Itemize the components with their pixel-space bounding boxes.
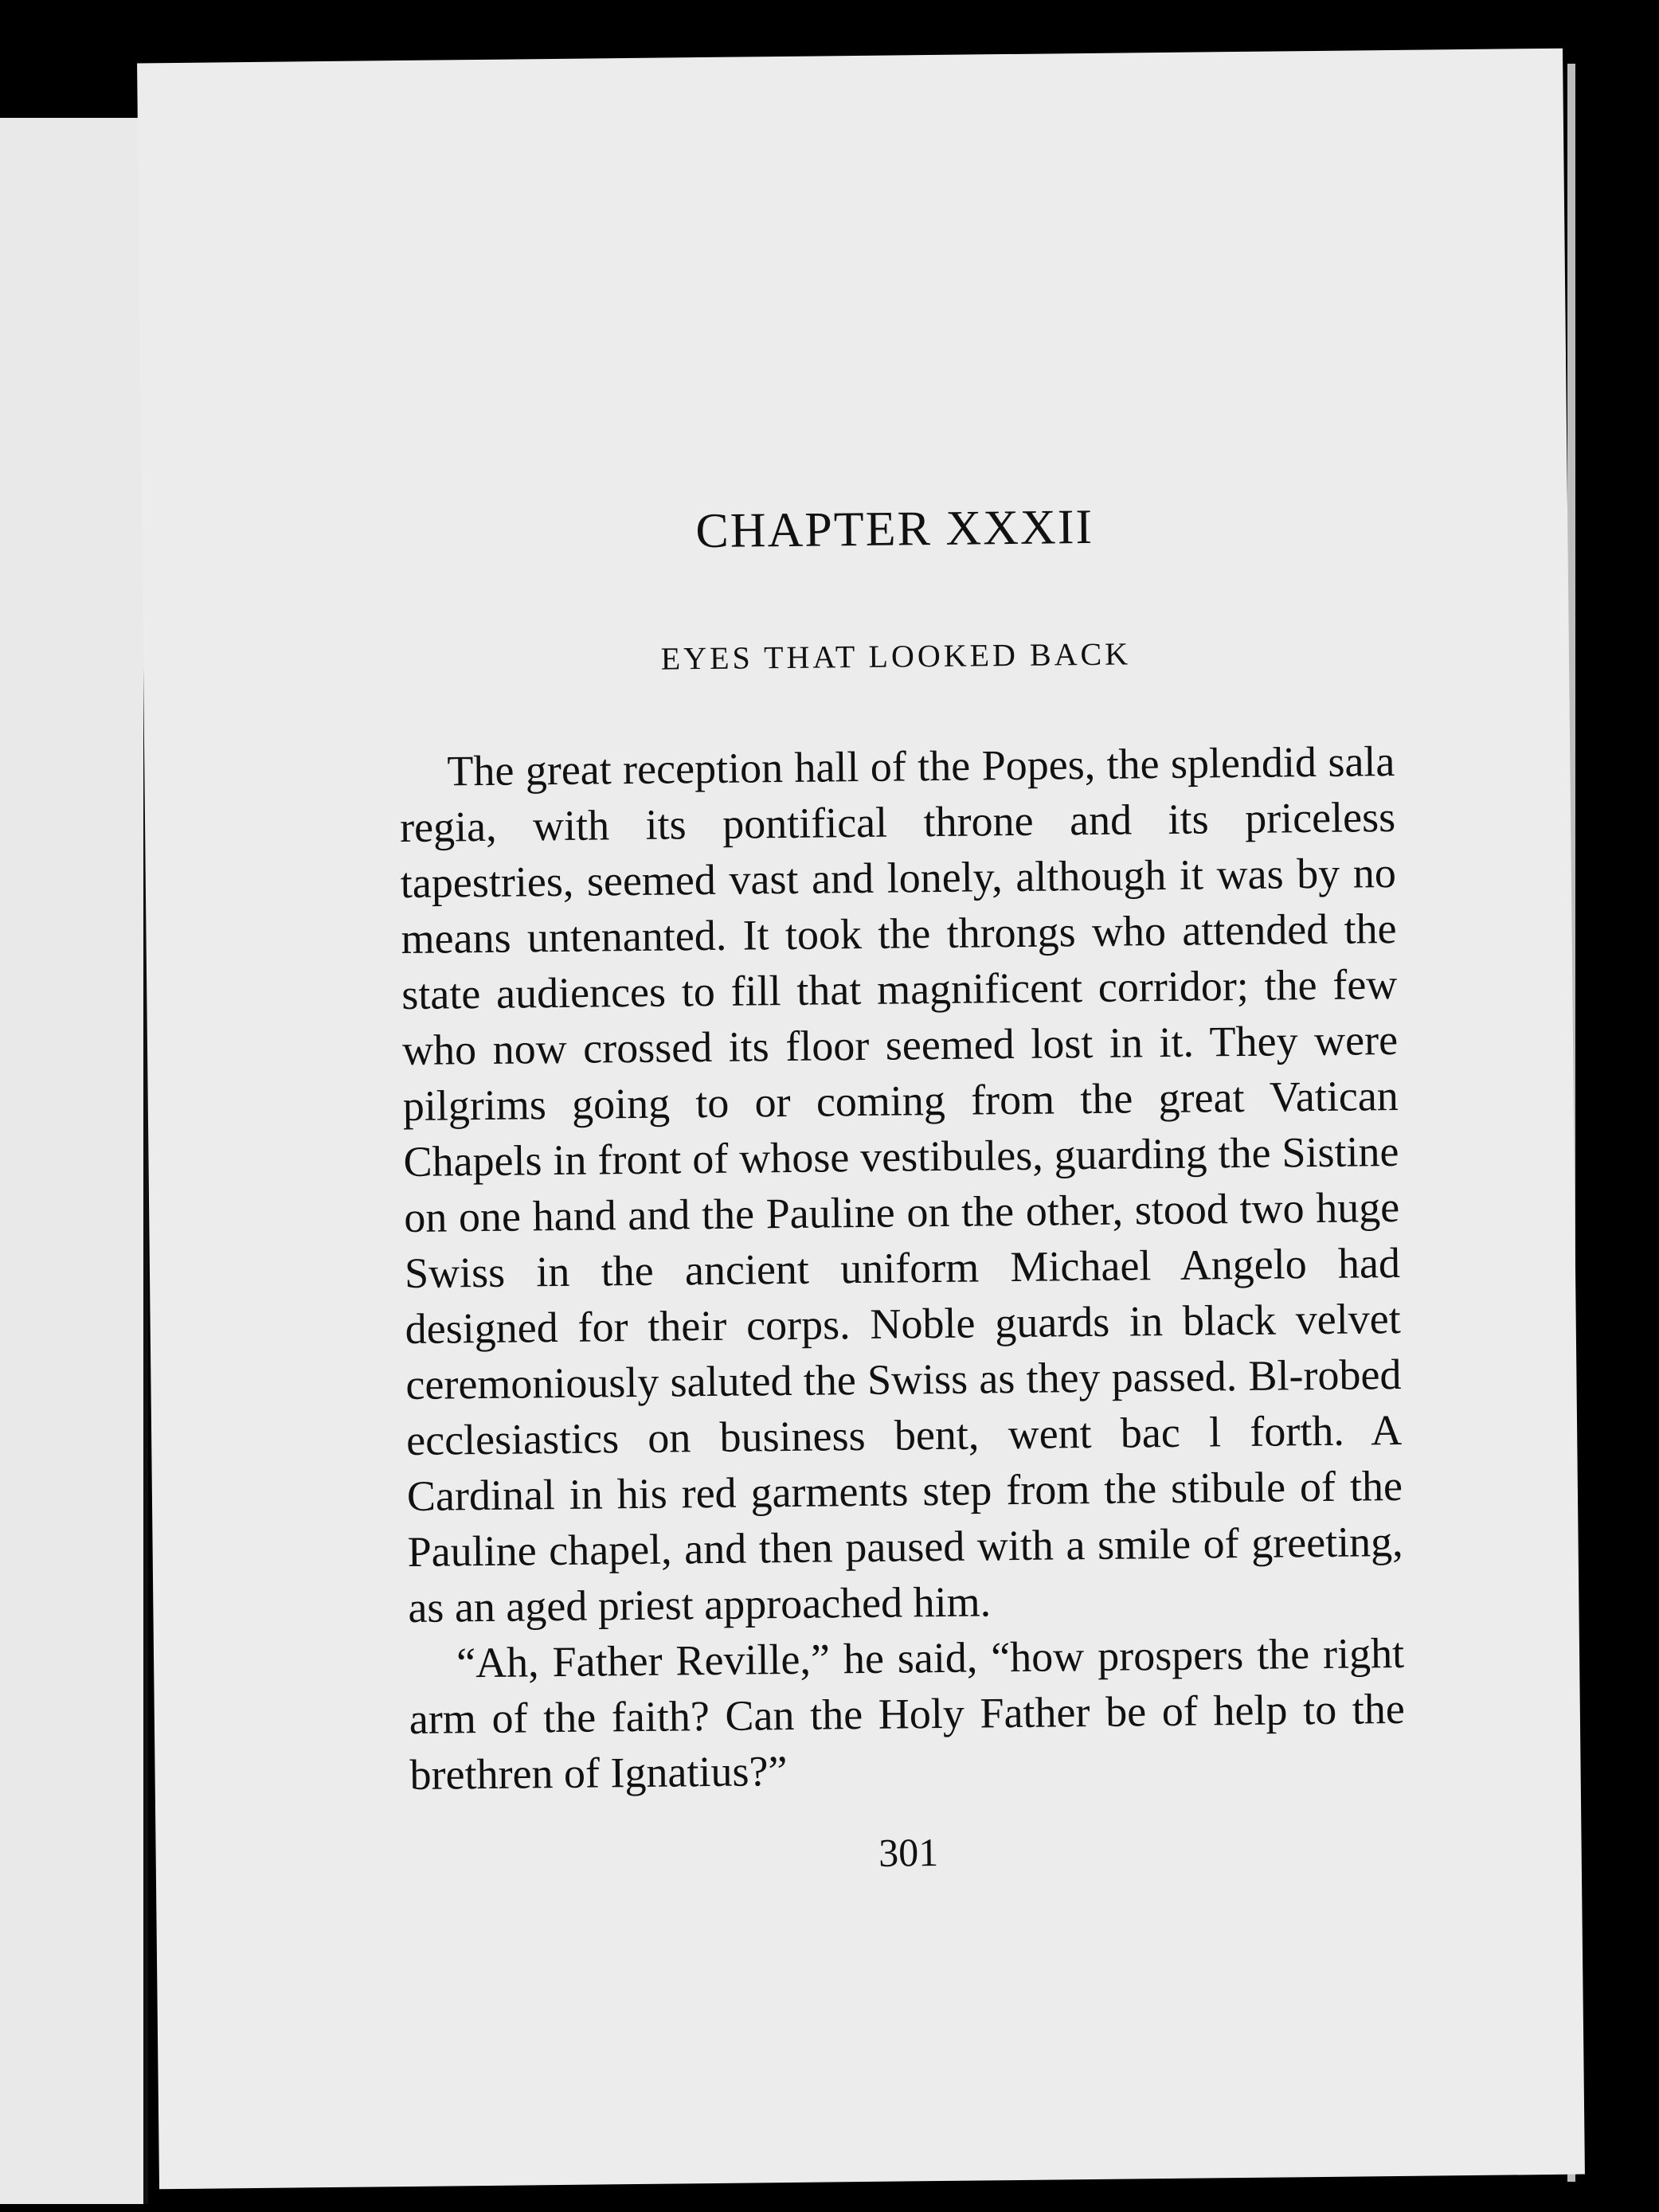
left-page xyxy=(0,118,145,2204)
page-text-block xyxy=(397,496,1407,1881)
book-page xyxy=(137,49,1585,2190)
paragraph-1: The great reception hall of the Popes, the splendid sala regia, with its pontifical throne and its priceless tapestries, seemed vast and lonely, although it was by no means untenanted. It took the throngs who attended the state audiences to fill that magnificent corridor; the few who now crossed its floor seemed lost in it. They were pilgrims going to or coming from the great Vatican Chapels in front of whose vestibules, guarding the Sistine on one hand and the Pauline on the other, stood two huge Swiss in the ancient uniform Michael Angelo had designed for their corps. Noble guards in black velvet ceremoniously saluted the Swiss as they passed. Bl-robed ecclesiastics on business bent, went bac l forth. A Cardinal in his red garments step from the stibule of the Pauline chapel, and then paused with a smile of greeting, as an aged priest approached him. xyxy=(399,737,1403,1632)
paragraph-2: “Ah, Father Reville,” he said, “how prospers the right arm of the faith? Can the Holy Father be of help to the brethren of Ignatius?” xyxy=(409,1628,1406,1799)
chapter-title: CHAPTER XXXII xyxy=(695,499,1094,559)
chapter-subtitle: EYES THAT LOOKED BACK xyxy=(660,635,1132,677)
page-number: 301 xyxy=(878,1830,939,1875)
